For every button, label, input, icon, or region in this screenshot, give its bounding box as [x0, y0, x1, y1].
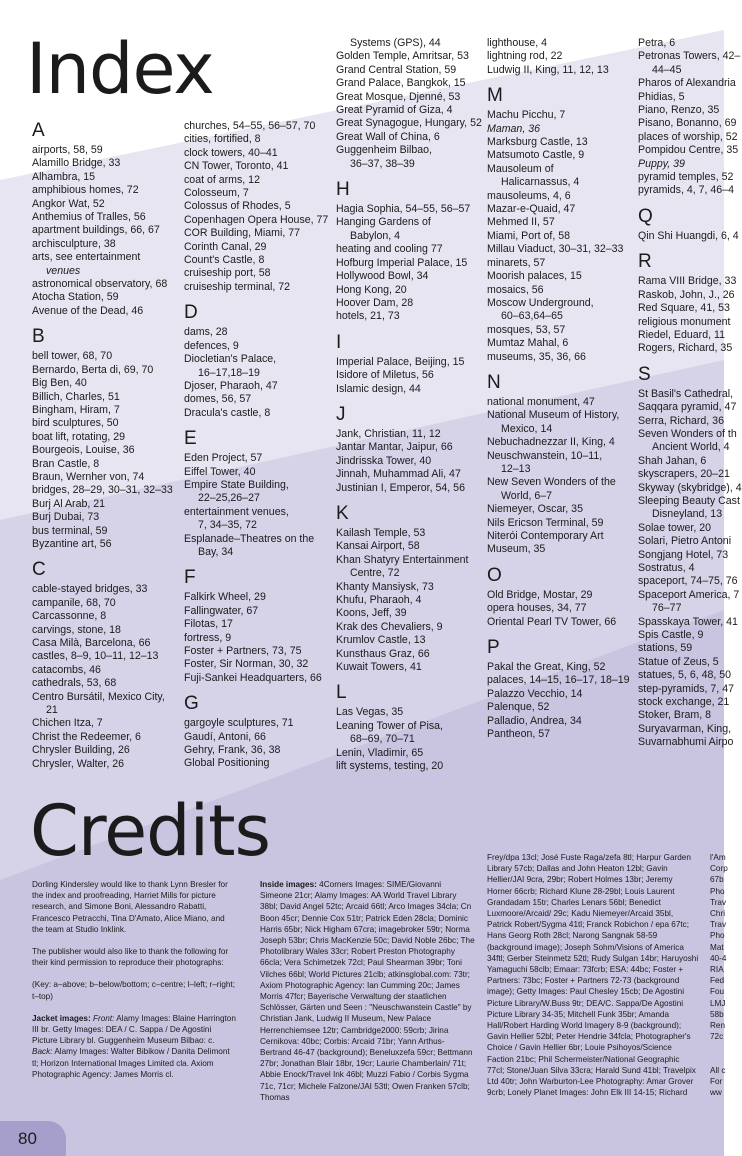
index-entry: Chrysler, Walter, 26 — [32, 757, 125, 770]
index-column-2 — [184, 120, 334, 771]
index-entry: boat lift, rotating, 29 — [32, 430, 126, 443]
index-entry: Colosseum, 7 — [184, 187, 249, 200]
index-section-letter: H — [336, 179, 350, 201]
index-entry: Great Wall of China, 6 — [336, 130, 440, 143]
index-entry: Copenhagen Opera House, 77 — [184, 213, 329, 226]
index-entry-continuation: 76–77 — [652, 602, 682, 615]
index-section-letter: F — [184, 567, 196, 589]
index-entry: St Basil's Cathedral, — [638, 387, 734, 400]
credits-column-4 — [710, 852, 728, 1156]
index-section-letter: P — [487, 637, 500, 659]
index-entry: gargoyle sculptures, 71 — [184, 717, 294, 730]
index-column-3 — [336, 37, 486, 773]
credits-col4-line: Pho — [710, 931, 725, 941]
index-entry-continuation: Mexico, 14 — [501, 422, 553, 435]
index-entry: airports, 58, 59 — [32, 144, 103, 156]
credits-col4-line: Trav — [710, 897, 727, 907]
index-entry: carvings, stone, 18 — [32, 623, 121, 636]
jacket-back-text: Alamy Images: Walter Bibikow / Danita Delimont tl; Horizon International Images Limited cla. Axiom Photographic Agency: James Morris cl. — [32, 1047, 230, 1079]
index-entry: Atocha Station, 59 — [32, 291, 119, 304]
index-entry: Hanging Gardens of — [336, 216, 431, 229]
index-entry: Rama VIII Bridge, 33 — [638, 275, 737, 288]
index-entry-continuation: 12–13 — [501, 462, 531, 475]
index-entry: Esplanade–Theatres on the — [184, 532, 315, 545]
index-entry: Sleeping Beauty Cast — [638, 494, 740, 507]
index-entry: mausoleums, 4, 6 — [487, 189, 571, 202]
index-entry: Mausoleum of — [487, 162, 554, 175]
index-entry: Eden Project, 57 — [184, 452, 263, 465]
index-entry: Casa Milà, Barcelona, 66 — [32, 637, 151, 649]
index-entry: mosaics, 56 — [487, 283, 544, 296]
index-entry: opera houses, 34, 77 — [487, 602, 587, 615]
index-entry: Songjang Hotel, 73 — [638, 548, 729, 561]
index-entry: Khan Shatyry Entertainment — [336, 553, 469, 566]
index-entry: Alamillo Bridge, 33 — [32, 157, 121, 170]
index-entry: Niemeyer, Oscar, 35 — [487, 503, 583, 516]
index-entry: skyscrapers, 20–21 — [638, 468, 730, 481]
index-section-letter: B — [32, 326, 45, 348]
index-entry: bird sculptures, 50 — [32, 417, 119, 430]
index-entry-continuation: Systems (GPS), 44 — [350, 37, 441, 49]
index-entry: castles, 8–9, 10–11, 12–13 — [32, 650, 159, 663]
index-entry: Khanty Mansiysk, 73 — [336, 580, 434, 593]
index-entry: Hong Kong, 20 — [336, 283, 407, 296]
credits-col4-line — [710, 1054, 724, 1065]
index-entry: cable-stayed bridges, 33 — [32, 583, 148, 596]
index-entry: Petra, 6 — [638, 37, 676, 49]
index-section-letter: D — [184, 302, 198, 324]
credits-col4-line: 67b — [710, 875, 724, 885]
credits-col4-line: l'Am — [710, 853, 726, 862]
index-entry: Chichen Itza, 7 — [32, 717, 103, 730]
index-entry: Riedel, Eduard, 11 — [638, 328, 725, 341]
index-entry: Mazar-e-Quaid, 47 — [487, 203, 576, 216]
index-entry: churches, 54–55, 56–57, 70 — [184, 120, 316, 132]
index-section-letter: R — [638, 251, 652, 273]
index-entry: Jindrisska Tower, 40 — [336, 454, 432, 467]
index-entry: Spis Castle, 9 — [638, 629, 704, 642]
index-entry: Matsumoto Castle, 9 — [487, 149, 585, 162]
index-entry: Kailash Temple, 53 — [336, 526, 426, 539]
index-entry: stations, 59 — [638, 642, 693, 655]
index-entry: catacombs, 46 — [32, 663, 101, 676]
index-entry: Sostratus, 4 — [638, 562, 695, 574]
credits-column-2 — [260, 879, 475, 1156]
index-entry: defences, 9 — [184, 339, 239, 352]
inside-heading: Inside images: — [260, 880, 317, 889]
index-entry: COR Building, Miami, 77 — [184, 227, 300, 240]
index-entry-continuation: 44–45 — [652, 63, 682, 76]
index-entry: Justinian I, Emperor, 54, 56 — [336, 481, 465, 494]
index-entry: Red Square, 41, 53 — [638, 302, 730, 315]
jacket-front-text: Alamy Images: Blaine Harrington III br. Getty Images: DEA / C. Sappa / De Agostini Picture Library bl. Guggenheim Museum Bilbao: c. — [32, 1013, 236, 1046]
index-entry: Bourgeois, Louise, 36 — [32, 444, 135, 457]
index-entry: Pharos of Alexandria — [638, 77, 736, 90]
index-entry-continuation: Halicarnassus, 4 — [501, 176, 580, 189]
jacket-heading: Jacket images: — [32, 1013, 91, 1023]
credits-col4-line: Fed — [710, 976, 725, 986]
index-entry: fortress, 9 — [184, 631, 232, 644]
index-entry: Spasskaya Tower, 41 — [638, 615, 738, 628]
index-entry: Colossus of Rhodes, 5 — [184, 200, 291, 213]
index-entry: Serra, Richard, 36 — [638, 414, 724, 427]
index-entry: Filotas, 17 — [184, 618, 233, 631]
index-entry: Old Bridge, Mostar, 29 — [487, 588, 593, 601]
index-entry: Pakal the Great, King, 52 — [487, 661, 606, 674]
index-entry: cities, fortified, 8 — [184, 133, 261, 146]
index-entry: Burj Al Arab, 21 — [32, 497, 106, 510]
index-entry: Great Synagogue, Hungary, 52 — [336, 117, 482, 130]
credits-col4-line: 72c — [710, 1032, 724, 1042]
jacket-front-label: Front: — [93, 1013, 115, 1023]
index-entry: Krumlov Castle, 13 — [336, 634, 426, 647]
index-entry: entertainment venues, — [184, 505, 289, 518]
credits-thanks: Dorling Kindersley would like to thank Lynn Bresler for the index and proofreading, Harriet Mills for picture research, and Simone Boni, Alessandro Rabatti, Francesco Petracchi, Tina D'Amato, Alice Miano, and the team at Studio Inklink. — [32, 880, 228, 934]
index-entry: Rogers, Richard, 35 — [638, 342, 733, 355]
index-entry: Phidias, 5 — [638, 90, 685, 103]
index-entry: Christ the Redeemer, 6 — [32, 730, 141, 743]
index-entry: arts, see entertainment — [32, 251, 141, 264]
index-entry: bell tower, 68, 70 — [32, 350, 113, 363]
index-entry: Eiffel Tower, 40 — [184, 465, 256, 478]
index-entry: pyramids, 4, 7, 46–4 — [638, 184, 734, 197]
index-entry: Neuschwanstein, 10–11, — [487, 449, 603, 462]
index-entry: Billich, Charles, 51 — [32, 390, 120, 403]
index-entry: Leaning Tower of Pisa, — [336, 719, 443, 732]
index-entry: palaces, 14–15, 16–17, 18–19 — [487, 674, 630, 687]
index-entry: clock towers, 40–41 — [184, 146, 278, 159]
index-entry: Nebuchadnezzar II, King, 4 — [487, 436, 615, 449]
jacket-back-label: Back: — [32, 1047, 53, 1057]
credits-col4-line: Corp — [710, 864, 728, 874]
index-entry: Burj Dubai, 73 — [32, 511, 100, 524]
index-entry: Palazzo Vecchio, 14 — [487, 687, 583, 700]
credits-col4-line: Mat — [710, 942, 724, 952]
index-entry: mosques, 53, 57 — [487, 323, 566, 336]
index-entry: Suvarnabhumi Airpo — [638, 736, 734, 749]
index-section-letter: S — [638, 363, 651, 385]
index-entry: Kuwait Towers, 41 — [336, 661, 422, 674]
index-entry: statues, 5, 6, 48, 50 — [638, 669, 732, 682]
index-entry-continuation: Centre, 72 — [350, 567, 400, 580]
index-section-letter: C — [32, 559, 46, 581]
index-entry: Oriental Pearl TV Tower, 66 — [487, 615, 617, 628]
index-entry: Hagia Sophia, 54–55, 56–57 — [336, 203, 471, 216]
index-section-letter: N — [487, 371, 501, 393]
index-section-letter: O — [487, 564, 502, 586]
index-entry-continuation: 36–37, 38–39 — [350, 157, 415, 170]
index-entry: Moorish palaces, 15 — [487, 270, 582, 283]
index-entry: Great Mosque, Djenné, 53 — [336, 90, 461, 103]
index-section-letter: I — [336, 331, 342, 353]
index-column-4 — [487, 37, 637, 741]
index-entry: Statue of Zeus, 5 — [638, 655, 719, 668]
index-entry: Pompidou Centre, 35 — [638, 144, 739, 157]
credits-col4-line: Ren — [710, 1021, 726, 1031]
index-entry: heating and cooling 77 — [336, 243, 443, 256]
index-entry: archisculpture, 38 — [32, 237, 116, 250]
index-entry: Global Positioning — [184, 757, 270, 770]
index-entry: Corinth Canal, 29 — [184, 240, 267, 253]
index-section-letter: Q — [638, 205, 653, 227]
index-entry-continuation: 16–17,18–19 — [198, 366, 260, 379]
index-entry: apartment buildings, 66, 67 — [32, 224, 160, 237]
index-entry: Carcassonne, 8 — [32, 610, 107, 623]
index-entry-continuation: Disneyland, 13 — [652, 508, 723, 521]
index-entry-continuation: 22–25,26–27 — [198, 492, 260, 505]
index-entry: Niterói Contemporary Art — [487, 530, 604, 542]
index-entry: cathedrals, 53, 68 — [32, 677, 117, 690]
index-entry: Gehry, Frank, 36, 38 — [184, 744, 281, 757]
index-entry: Empire State Building, — [184, 478, 289, 491]
index-entry: bus terminal, 59 — [32, 524, 108, 537]
index-entry: Nils Ericson Terminal, 59 — [487, 516, 604, 529]
index-entry: Djoser, Pharaoh, 47 — [184, 379, 278, 392]
index-entry: Qin Shi Huangdi, 6, 4 — [638, 229, 739, 242]
index-entry-continuation: Babylon, 4 — [350, 229, 401, 242]
index-entry: Machu Picchu, 7 — [487, 109, 566, 122]
index-entry: Palladio, Andrea, 34 — [487, 714, 582, 727]
index-entry: museums, 35, 36, 66 — [487, 350, 586, 363]
credits-jacket — [32, 1013, 237, 1080]
credits-col4-line: All c — [710, 1065, 726, 1075]
index-entry: Avenue of the Dead, 46 — [32, 304, 144, 317]
index-entry: Shah Jahan, 6 — [638, 454, 707, 467]
index-entry: campanile, 68, 70 — [32, 596, 116, 609]
index-entry: Hoover Dam, 28 — [336, 296, 414, 309]
index-entry: Puppy, 39 — [638, 157, 685, 170]
index-entry: Hollywood Bowl, 34 — [336, 270, 429, 283]
index-entry: Mumtaz Mahal, 6 — [487, 337, 569, 350]
index-entry: Islamic design, 44 — [336, 382, 421, 395]
index-entry: Golden Temple, Amritsar, 53 — [336, 50, 469, 63]
index-entry: Guggenheim Bilbao, — [336, 144, 432, 157]
index-entry: lift systems, testing, 20 — [336, 760, 444, 773]
index-entry: Jank, Christian, 11, 12 — [336, 427, 441, 440]
index-entry: Grand Palace, Bangkok, 15 — [336, 77, 466, 90]
index-entry: religious monument — [638, 315, 731, 328]
index-entry: Mehmed II, 57 — [487, 216, 555, 229]
index-entry: Lenin, Vladimir, 65 — [336, 746, 424, 759]
index-entry: Solari, Pietro Antoni — [638, 535, 732, 548]
index-entry: Saqqara pyramid, 47 — [638, 401, 737, 414]
credits-heading: Credits — [30, 790, 270, 872]
index-entry: Khufu, Pharaoh, 4 — [336, 594, 422, 606]
index-entry: Bernardo, Berta di, 69, 70 — [32, 363, 154, 376]
index-entry: Suryavarman, King, — [638, 722, 732, 735]
index-entry: Museum, 35 — [487, 543, 546, 556]
index-entry: Maman, 36 — [487, 122, 540, 135]
index-entry: Dracula's castle, 8 — [184, 406, 271, 419]
credits-col4-line: 40-4 — [710, 953, 727, 963]
index-entry: CN Tower, Toronto, 41 — [184, 160, 289, 173]
index-entry: Hofburg Imperial Palace, 15 — [336, 256, 468, 269]
inside-text: 4Corners Images: SIME/Giovanni Simeone 21cr; Alamy Images: AA World Travel Library 38bl; David Angel 52tc; Arcaid 66tl; Arco Images 34cla; Cn Boon 45cr; Dennie Cox 51tr; Patrick Eden 28cla; Dominic Harris 65br; Nick Higham 67cra; imagebroker 59tr; Norma Joseph 53br; Chris MacKenzie 50c; David Noble 26bc; The Photolibrary Wales 33cr; Robert Preston Photography 66cla; Vera Schimetzek 72cl; Paul Shearman 39br; Toni Vilches 66bl; World Pictures 21clb; atkinsglobal.com: 73tr; Axiom Photographic Agency: Ian Cumming 20c; James Morris 47fcr; Bayerische Verwaltung der staatlichen Schlösser, Gärten und Seen : "Neuschwanstein Castle" by Christian Jank, Ludwig II Museum, New Palace Herrenchiemsee 12tr; Cambridge2000: 59crb; Jirina Cernikova: 40bc; Corbis: Arcaid 71br; Yann Arthus-Bertrand 46-47 (background); Beneluxzefa 59cr; Bettmann 27br; Jonathan Blair 18br, 19cr; Laurie Chamberlain/ 71t; Abbie Enock/Travel Ink 46bl; Muzzi Fabio / Corbis Sygma 71c, 71cr; Michele Falzone/JAI 53tl; Owen Franken 57clb; Thomas — [260, 880, 475, 1102]
index-entry: Big Ben, 40 — [32, 377, 87, 390]
index-entry-continuation: 60–63,64–65 — [501, 310, 563, 323]
page-number: 80 — [18, 1129, 37, 1148]
index-column-5 — [638, 37, 742, 750]
credits-column-1 — [32, 879, 237, 1119]
credits-permission: The publisher would also like to thank the following for their kind permission to reproduce their photographs: — [32, 947, 229, 968]
index-entry: cruiseship terminal, 72 — [184, 280, 290, 293]
credits-col4-line: For — [710, 1077, 723, 1087]
index-entry-continuation: Ancient World, 4 — [652, 441, 730, 454]
index-entry: Pantheon, 57 — [487, 728, 551, 741]
index-section-letter: J — [336, 403, 346, 425]
page-number-tab — [0, 1121, 66, 1156]
index-entry: Grand Central Station, 59 — [336, 63, 457, 76]
index-entry: Seven Wonders of th — [638, 427, 737, 440]
index-entry: Fallingwater, 67 — [184, 604, 259, 617]
index-entry: Braun, Wernher von, 74 — [32, 470, 145, 483]
index-entry: Kansai Airport, 58 — [336, 540, 420, 553]
index-entry-continuation: 7, 34–35, 72 — [198, 519, 257, 532]
index-entry: Krak des Chevaliers, 9 — [336, 620, 443, 633]
index-entry: Kunsthaus Graz, 66 — [336, 647, 430, 660]
index-entry: Centro Bursátil, Mexico City, — [32, 690, 165, 703]
index-entry: Las Vegas, 35 — [336, 706, 404, 719]
index-entry: Byzantine art, 56 — [32, 537, 112, 550]
index-entry: Bran Castle, 8 — [32, 457, 100, 470]
index-column-1 — [32, 120, 182, 771]
index-entry: Chrysler Building, 26 — [32, 744, 130, 757]
credits-col4-line: Fou — [710, 987, 725, 997]
index-section-letter: K — [336, 502, 349, 524]
index-entry: Solae tower, 20 — [638, 521, 712, 534]
credits-col4-line: Pho — [710, 886, 725, 896]
index-section-letter: A — [32, 120, 45, 141]
index-entry: Stoker, Bram, 8 — [638, 709, 712, 722]
index-entry-continuation: venues — [46, 264, 81, 277]
index-entry: Anthemius of Tralles, 56 — [32, 211, 146, 224]
index-heading: Index — [26, 28, 214, 110]
credits-col3-text: Frey/dpa 13cl; José Fuste Raga/zefa 8tl; Harpur Garden Library 57cb; Dallas and John Heaton 12bl; Gavin Hellier/JAI 9cra, 29br; Robert Holmes 13br; Jeremy Horner 66crb; Richard Klune 28-29bl; Louis Laurent Grandadam 15tr; Charles Lenars 56bl; Benedict Luxmoore/Arcaid/ 29c; Kadu Niemeyer/Arcaid 35bl, Patrick Robert/Sygma 41tl; Franck Robichon / epa 67tc; Hans Georg Roth 28cl; Narong Sangnak 58-59 (background image); Joseph Sohm/Visions of America 34ftl; Gerber Steinmetz 52tl; Rudy Sulgan 14br; Haruyoshi Yamaguchi 58clb; Emaar: 73fcrb; ESA: 44bc; Foster + Partners: 73bc; Foster + Partners 72-73 (background image); Getty Images: Paul Chesley 15cb; De Agostini Picture Library/W.Buss 9tr; DEA/C. Sappa/De Agostini Picture Library 34-35; Mitchell Funk 35br; Amanda Hall/Robert Harding World Imagery 8-9 (background); Gavin Hellier 52bl; Peter Hendrie 34fcla; Photographer's Choice / Gavin Hellier 6br; Louie Psihoyos/Science Faction 21bc; Phil Schermeister/National Geographic 77cl; Stone/Juan Silva 33cra; Harald Sund 41bl; Travelpix Ltd 40tr; John Warburton-Lee Photography: Amar Grover 9crb; Lonely Planet Images: John Elk III 14-15; Richard — [487, 853, 699, 1098]
index-entry: cruiseship port, 58 — [184, 267, 271, 280]
index-entry: Raskob, John, J., 26 — [638, 288, 735, 301]
credits-col4-line: Chri — [710, 909, 726, 919]
index-entry: lightning rod, 22 — [487, 50, 563, 63]
index-entry: Bingham, Hiram, 7 — [32, 403, 120, 416]
index-entry: Ludwig II, King, 11, 12, 13 — [487, 63, 609, 76]
index-entry: Diocletian's Palace, — [184, 353, 277, 366]
index-entry: national monument, 47 — [487, 395, 595, 408]
credits-col4-line: Trav — [710, 920, 727, 930]
index-entry: Miami, Port of, 58 — [487, 229, 571, 242]
index-entry: hotels, 21, 73 — [336, 310, 400, 323]
index-entry: Great Pyramid of Giza, 4 — [336, 104, 453, 117]
credits-col4-line: 58b — [710, 1009, 724, 1019]
index-section-letter: E — [184, 428, 197, 450]
index-entry: Count's Castle, 8 — [184, 254, 265, 267]
index-entry: New Seven Wonders of the — [487, 476, 616, 489]
credits-col4-line: LMJ — [710, 998, 726, 1008]
index-entry: places of worship, 52 — [638, 130, 738, 143]
credits-col4-line — [710, 1042, 724, 1053]
index-section-letter: L — [336, 682, 347, 704]
index-entry: Moscow Underground, — [487, 296, 594, 309]
index-entry: Piano, Renzo, 35 — [638, 104, 720, 117]
index-entry: Millau Viaduct, 30–31, 32–33 — [487, 243, 624, 256]
index-entry: Isidore of Miletus, 56 — [336, 369, 434, 382]
index-entry: minarets, 57 — [487, 256, 546, 269]
index-entry: Skyway (skybridge), 4 — [638, 481, 742, 494]
index-section-letter: M — [487, 85, 503, 107]
index-entry: lighthouse, 4 — [487, 37, 548, 49]
index-entry: Fuji-Sankei Headquarters, 66 — [184, 671, 322, 684]
index-entry: Angkor Wat, 52 — [32, 197, 105, 210]
index-section-letter: G — [184, 693, 199, 715]
index-entry: Foster + Partners, 73, 75 — [184, 645, 302, 657]
index-entry-continuation: Bay, 34 — [198, 545, 234, 558]
index-entry: astronomical observatory, 68 — [32, 278, 168, 291]
index-entry: Spaceport America, 7 — [638, 588, 740, 601]
index-entry: amphibious homes, 72 — [32, 184, 139, 197]
index-entry: step-pyramids, 7, 47 — [638, 682, 734, 695]
index-entry: Pisano, Bonanno, 69 — [638, 117, 737, 130]
credits-column-3 — [487, 852, 699, 1156]
index-entry: bridges, 28–29, 30–31, 32–33 — [32, 484, 173, 497]
index-entry: dams, 28 — [184, 326, 228, 339]
index-entry: Gaudí, Antoni, 66 — [184, 730, 266, 743]
index-entry: coat of arms, 12 — [184, 173, 260, 186]
index-entry: Koons, Jeff, 39 — [336, 607, 407, 620]
index-entry: Foster, Sir Norman, 30, 32 — [184, 658, 309, 671]
index-entry-continuation: World, 6–7 — [501, 489, 553, 502]
index-entry: Imperial Palace, Beijing, 15 — [336, 355, 465, 368]
credits-key: (Key: a–above; b–below/bottom; c–centre; l–left; r–right; t–top) — [32, 980, 235, 1001]
index-entry: pyramid temples, 52 — [638, 171, 734, 184]
index-entry: Jantar Mantar, Jaipur, 66 — [336, 441, 453, 454]
index-entry: National Museum of History, — [487, 409, 620, 422]
credits-col4-line: RIA — [710, 965, 724, 975]
index-entry: stock exchange, 21 — [638, 696, 730, 709]
index-entry: Marksburg Castle, 13 — [487, 136, 588, 149]
index-entry: domes, 56, 57 — [184, 393, 252, 406]
index-entry: Palenque, 52 — [487, 701, 550, 714]
index-entry-continuation: 68–69, 70–71 — [350, 733, 415, 746]
index-entry: Alhambra, 15 — [32, 170, 96, 183]
index-entry: spaceport, 74–75, 76 — [638, 575, 738, 588]
index-entry: Falkirk Wheel, 29 — [184, 591, 266, 604]
index-entry-continuation: 21 — [46, 704, 58, 717]
credits-col4-line: ww — [710, 1088, 722, 1098]
index-entry: Jinnah, Muhammad Ali, 47 — [336, 468, 461, 481]
index-entry: Petronas Towers, 42– — [638, 50, 741, 63]
